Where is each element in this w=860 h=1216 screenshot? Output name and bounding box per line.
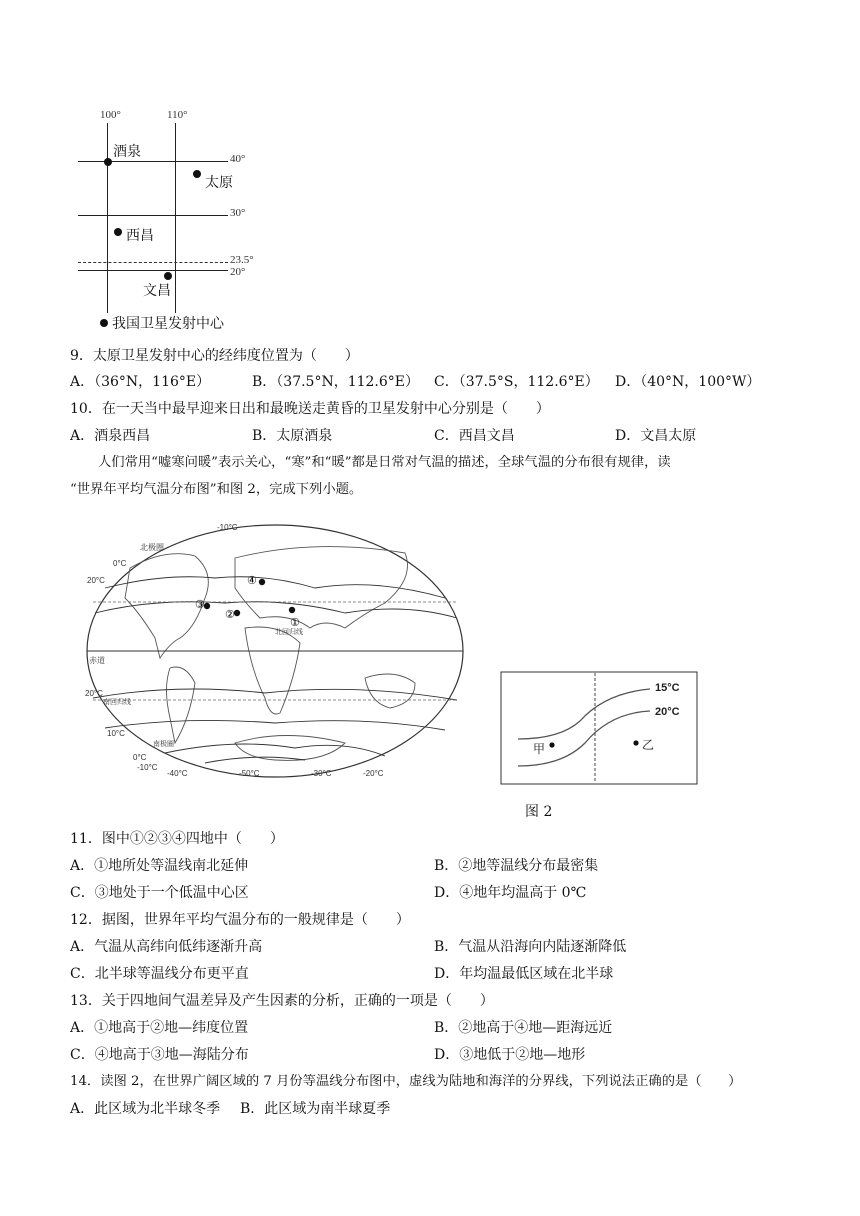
fig2-label-15c: 15°C — [655, 682, 680, 694]
point-yi-dot — [633, 740, 638, 745]
lat-label-40: 40° — [230, 153, 246, 165]
marker-1: ① — [290, 617, 300, 629]
figure-2-caption: 图 2 — [525, 804, 553, 820]
lat-label-23-5: 23.5° — [230, 254, 254, 266]
xichang-dot — [114, 228, 122, 236]
parallel-23-5 — [78, 262, 228, 263]
label-0c-north: 0°C — [113, 559, 127, 568]
marker-4-dot — [259, 579, 265, 585]
lon-label-110: 110° — [167, 109, 188, 121]
q10-option-c: C．西昌文昌 — [434, 428, 515, 444]
jiuquan-label: 酒泉 — [113, 144, 141, 160]
q10-option-a: A．酒泉西昌 — [70, 428, 151, 444]
label-minus50: -50°C — [239, 769, 260, 778]
world-temperature-map — [85, 518, 470, 783]
parallel-20 — [78, 270, 228, 271]
marker-2: ② — [225, 609, 235, 621]
label-minus10-top: -10°C — [217, 523, 238, 532]
q12-stem: 12．据图，世界年平均气温分布的一般规律是（ ） — [70, 912, 410, 928]
wenchang-label: 文昌 — [143, 283, 171, 299]
legend-label: 我国卫星发射中心 — [112, 316, 224, 332]
marker-1-dot — [289, 607, 295, 613]
label-minus10-south: -10°C — [137, 763, 158, 772]
label-tropic-capricorn: 南回归线 — [103, 699, 131, 706]
fig2-label-jia: 甲 — [533, 742, 546, 756]
q11-stem: 11．图中①②③④四地中（ ） — [70, 831, 284, 847]
q11-option-b: B．②地等温线分布最密集 — [434, 858, 599, 874]
wenchang-dot — [164, 272, 172, 280]
jiuquan-dot — [104, 158, 112, 166]
lon-label-100: 100° — [100, 109, 121, 121]
label-antarctic-circle: 南极圈 — [153, 741, 174, 748]
lat-label-30: 30° — [230, 207, 246, 219]
label-equator: 赤道 — [89, 656, 105, 665]
q13-option-b: B．②地高于④地—距海远近 — [434, 1020, 613, 1036]
q11-option-c: C．③地处于一个低温中心区 — [70, 885, 249, 901]
meridian-100 — [107, 123, 108, 313]
q12-option-d: D．年均温最低区域在北半球 — [434, 966, 614, 982]
label-20c-south: 20°C — [85, 689, 103, 698]
label-minus30: -30°C — [311, 769, 332, 778]
label-0c-south: 0°C — [133, 753, 147, 762]
q14-option-a: A．此区域为北半球冬季 — [70, 1101, 221, 1117]
point-jia-dot — [549, 742, 554, 747]
q13-option-c: C．④地高于③地—海陆分布 — [70, 1047, 249, 1063]
fig2-label-20c: 20°C — [655, 706, 680, 718]
taiyuan-label: 太原 — [205, 175, 233, 191]
meridian-110 — [175, 123, 176, 313]
lat-label-20: 20° — [230, 266, 246, 278]
xichang-label: 西昌 — [126, 228, 154, 244]
label-arctic-circle: 北极圈 — [140, 543, 164, 552]
q13-option-a: A．①地高于②地—纬度位置 — [70, 1020, 249, 1036]
q13-stem: 13．关于四地间气温差异及产生因素的分析，正确的一项是（ ） — [70, 993, 494, 1009]
q10-stem: 10．在一天当中最早迎来日出和最晚送走黄昏的卫星发射中心分别是（ ） — [70, 401, 550, 417]
parallel-30 — [78, 215, 228, 216]
label-minus40: -40°C — [167, 769, 188, 778]
fig2-label-yi: 乙 — [642, 738, 655, 752]
q9-stem: 9．太原卫星发射中心的经纬度位置为（ ） — [70, 348, 359, 364]
label-tropic-cancer: 北回归线 — [275, 629, 303, 636]
q14-stem: 14．读图 2，在世界广阔区域的 7 月份等温线分布图中，虚线为陆地和海洋的分界线，下列说法正确的是（ ） — [70, 1074, 742, 1089]
intro-line-1: 人们常用“嘘寒问暖”表示关心，“寒”和“暖”都是日常对气温的描述，全球气温的分布很有规律，读 — [98, 455, 671, 470]
figure-2-isotherms — [500, 671, 700, 786]
label-20c-north: 20°C — [87, 576, 105, 585]
intro-line-2: “世界年平均气温分布图”和图 2，完成下列小题。 — [70, 482, 363, 497]
q14-option-b: B．此区域为南半球夏季 — [240, 1101, 391, 1117]
q9-option-b: B．（37.5°N，112.6°E） — [252, 374, 420, 390]
q9-option-c: C．（37.5°S，112.6°E） — [434, 374, 599, 390]
q13-option-d: D．③地低于②地—地形 — [434, 1047, 586, 1063]
q10-option-d: D．文昌太原 — [615, 428, 697, 444]
marker-4: ④ — [247, 575, 257, 587]
legend-dot — [100, 319, 108, 327]
label-10c-south: 10°C — [107, 729, 125, 738]
marker-3: ③ — [195, 599, 205, 611]
q12-option-c: C．北半球等温线分布更平直 — [70, 966, 249, 982]
parallel-40 — [78, 161, 228, 162]
q9-option-a: A．（36°N，116°E） — [70, 374, 211, 390]
launch-center-map — [70, 105, 270, 335]
q12-option-a: A．气温从高纬向低纬逐渐升高 — [70, 939, 263, 955]
q11-option-a: A．①地所处等温线南北延伸 — [70, 858, 249, 874]
q12-option-b: B．气温从沿海向内陆逐渐降低 — [434, 939, 627, 955]
q10-option-b: B．太原酒泉 — [252, 428, 333, 444]
taiyuan-dot — [193, 170, 201, 178]
label-minus20: -20°C — [363, 769, 384, 778]
q11-option-d: D．④地年均温高于 0℃ — [434, 885, 587, 901]
q9-option-d: D．（40°N，100°W） — [615, 374, 761, 390]
